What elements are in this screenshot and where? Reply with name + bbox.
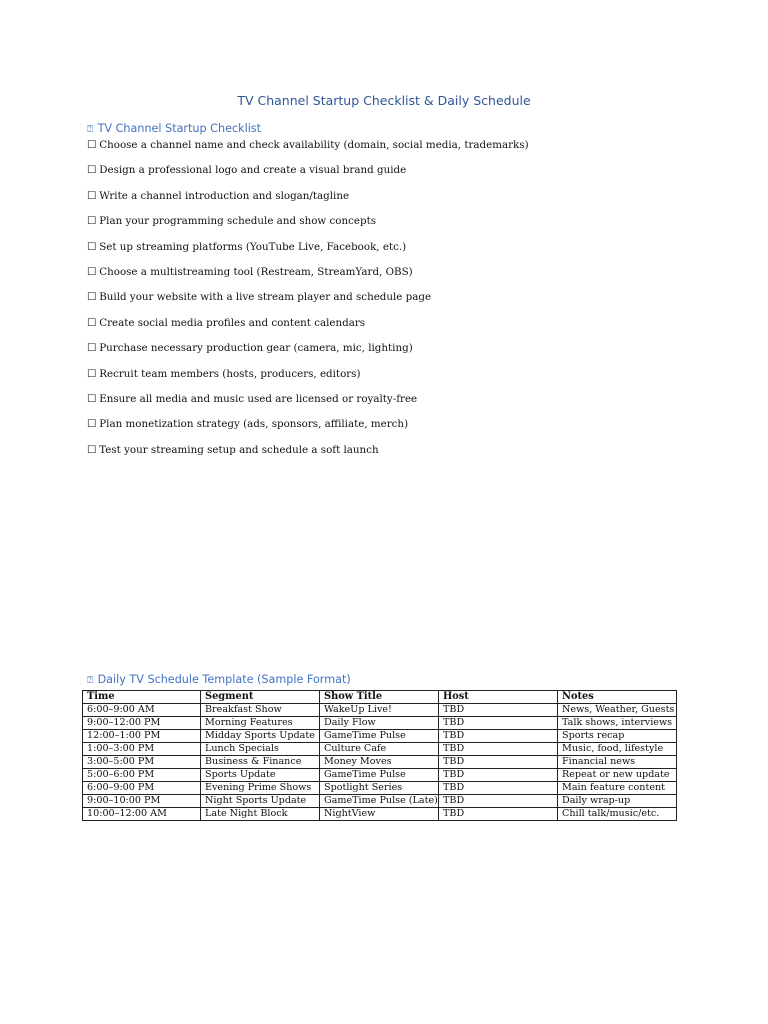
table-row bbox=[83, 730, 677, 743]
table-header-row bbox=[83, 691, 677, 704]
checklist-item-label: Create social media profiles and content calendars bbox=[99, 316, 366, 329]
table-cell: Main feature content bbox=[558, 782, 677, 795]
checklist-item-label: Choose a multistreaming tool (Restream, StreamYard, OBS) bbox=[99, 265, 413, 278]
table-cell: Music, food, lifestyle bbox=[558, 743, 677, 756]
column-header: Show Title bbox=[320, 691, 439, 704]
checkbox-icon[interactable]: ☐ bbox=[87, 265, 97, 278]
document-title: TV Channel Startup Checklist & Daily Schedule bbox=[237, 93, 531, 108]
checklist-item-label: Design a professional logo and create a visual brand guide bbox=[99, 164, 407, 177]
checkbox-icon[interactable]: ☐ bbox=[87, 164, 97, 177]
table-cell: Repeat or new update bbox=[558, 769, 677, 782]
table-cell: 6:00–9:00 AM bbox=[83, 704, 201, 717]
table-cell: Evening Prime Shows bbox=[201, 782, 320, 795]
table-cell: TBD bbox=[439, 743, 558, 756]
schedule-heading bbox=[87, 673, 351, 686]
table-row bbox=[83, 795, 677, 808]
checklist-item bbox=[87, 443, 727, 468]
column-header: Host bbox=[439, 691, 558, 704]
checklist-item-label: Set up streaming platforms (YouTube Live, Facebook, etc.) bbox=[99, 240, 407, 253]
table-cell: 5:00–6:00 PM bbox=[83, 769, 201, 782]
table-cell: TBD bbox=[439, 769, 558, 782]
checklist-heading-text: TV Channel Startup Checklist bbox=[97, 122, 262, 135]
table-cell: Morning Features bbox=[201, 717, 320, 730]
table-cell: TBD bbox=[439, 808, 558, 821]
table-cell: Talk shows, interviews bbox=[558, 717, 677, 730]
startup-checklist bbox=[87, 138, 727, 468]
table-cell: TBD bbox=[439, 756, 558, 769]
table-cell: News, Weather, Guests bbox=[558, 704, 677, 717]
column-header: Segment bbox=[201, 691, 320, 704]
checkbox-icon[interactable]: ☐ bbox=[87, 291, 97, 304]
table-cell: 10:00–12:00 AM bbox=[83, 808, 201, 821]
table-cell: TBD bbox=[439, 730, 558, 743]
table-row bbox=[83, 743, 677, 756]
checklist-item-label: Purchase necessary production gear (camera, mic, lighting) bbox=[99, 342, 413, 355]
checklist-item-label: Choose a channel name and check availability (domain, social media, trademarks) bbox=[99, 139, 529, 151]
table-row bbox=[83, 717, 677, 730]
checklist-item-label: Write a channel introduction and slogan/tagline bbox=[99, 189, 350, 202]
table-cell: Midday Sports Update bbox=[201, 730, 320, 743]
checklist-item bbox=[87, 392, 727, 417]
checklist-item bbox=[87, 367, 727, 392]
checklist-item bbox=[87, 417, 727, 442]
table-cell: TBD bbox=[439, 795, 558, 808]
table-cell: TBD bbox=[439, 704, 558, 717]
checklist-item bbox=[87, 265, 727, 290]
table-cell: Lunch Specials bbox=[201, 743, 320, 756]
checklist-item-label: Test your streaming setup and schedule a soft launch bbox=[99, 443, 379, 456]
table-row bbox=[83, 769, 677, 782]
table-cell: 12:00–1:00 PM bbox=[83, 730, 201, 743]
checkbox-icon[interactable]: ☐ bbox=[87, 367, 97, 380]
checklist-item-label: Ensure all media and music used are licensed or royalty-free bbox=[99, 392, 418, 405]
table-cell: GameTime Pulse bbox=[320, 769, 439, 782]
checklist-item bbox=[87, 214, 727, 239]
table-body bbox=[83, 704, 677, 821]
checklist-item bbox=[87, 138, 727, 163]
table-cell: Daily wrap-up bbox=[558, 795, 677, 808]
column-header: Notes bbox=[558, 691, 677, 704]
table-cell: Night Sports Update bbox=[201, 795, 320, 808]
checkbox-icon[interactable]: ☐ bbox=[87, 392, 97, 405]
table-cell: Sports Update bbox=[201, 769, 320, 782]
table-cell: TBD bbox=[439, 717, 558, 730]
table-cell: 9:00–10:00 PM bbox=[83, 795, 201, 808]
table-cell: Sports recap bbox=[558, 730, 677, 743]
checklist-item-label: Plan monetization strategy (ads, sponsors, affiliate, merch) bbox=[99, 418, 409, 431]
checkbox-icon[interactable]: ☐ bbox=[87, 215, 97, 228]
table-cell: Late Night Block bbox=[201, 808, 320, 821]
table-row bbox=[83, 756, 677, 769]
table-cell: 9:00–12:00 PM bbox=[83, 717, 201, 730]
schedule-table bbox=[82, 690, 677, 821]
checkbox-icon[interactable]: ☐ bbox=[87, 316, 97, 329]
table-row bbox=[83, 704, 677, 717]
checklist-item-label: Plan your programming schedule and show concepts bbox=[99, 215, 376, 228]
table-cell: Breakfast Show bbox=[201, 704, 320, 717]
table-cell: Spotlight Series bbox=[320, 782, 439, 795]
checklist-item-label: Recruit team members (hosts, producers, editors) bbox=[99, 367, 361, 380]
table-cell: GameTime Pulse (Late) bbox=[320, 795, 439, 808]
checklist-item bbox=[87, 290, 727, 315]
table-cell: 6:00–9:00 PM bbox=[83, 782, 201, 795]
table-cell: NightView bbox=[320, 808, 439, 821]
table-cell: Daily Flow bbox=[320, 717, 439, 730]
checklist-item bbox=[87, 341, 727, 366]
checklist-item-label: Build your website with a live stream player and schedule page bbox=[99, 291, 432, 304]
table-cell: Financial news bbox=[558, 756, 677, 769]
checkbox-icon[interactable]: ☐ bbox=[87, 189, 97, 202]
table-cell: Chill talk/music/etc. bbox=[558, 808, 677, 821]
checklist-item bbox=[87, 240, 727, 265]
checklist-item bbox=[87, 163, 727, 188]
schedule-heading-text: Daily TV Schedule Template (Sample Format) bbox=[97, 673, 351, 686]
table-cell: Money Moves bbox=[320, 756, 439, 769]
calendar-icon: ⍰ bbox=[87, 675, 93, 686]
table-row bbox=[83, 782, 677, 795]
table-cell: Business & Finance bbox=[201, 756, 320, 769]
checklist-item bbox=[87, 316, 727, 341]
table-cell: TBD bbox=[439, 782, 558, 795]
checkbox-icon[interactable]: ☐ bbox=[87, 139, 97, 151]
clipboard-icon: ⍰ bbox=[87, 124, 93, 135]
table-row bbox=[83, 808, 677, 821]
checklist-item bbox=[87, 189, 727, 214]
checkbox-icon[interactable]: ☐ bbox=[87, 443, 97, 456]
table-cell: Culture Cafe bbox=[320, 743, 439, 756]
checklist-heading bbox=[87, 122, 261, 135]
checkbox-icon[interactable]: ☐ bbox=[87, 240, 97, 253]
checkbox-icon[interactable]: ☐ bbox=[87, 342, 97, 355]
table-cell: 3:00–5:00 PM bbox=[83, 756, 201, 769]
checkbox-icon[interactable]: ☐ bbox=[87, 418, 97, 431]
table-cell: 1:00–3:00 PM bbox=[83, 743, 201, 756]
column-header: Time bbox=[83, 691, 201, 704]
table-cell: WakeUp Live! bbox=[320, 704, 439, 717]
table-cell: GameTime Pulse bbox=[320, 730, 439, 743]
